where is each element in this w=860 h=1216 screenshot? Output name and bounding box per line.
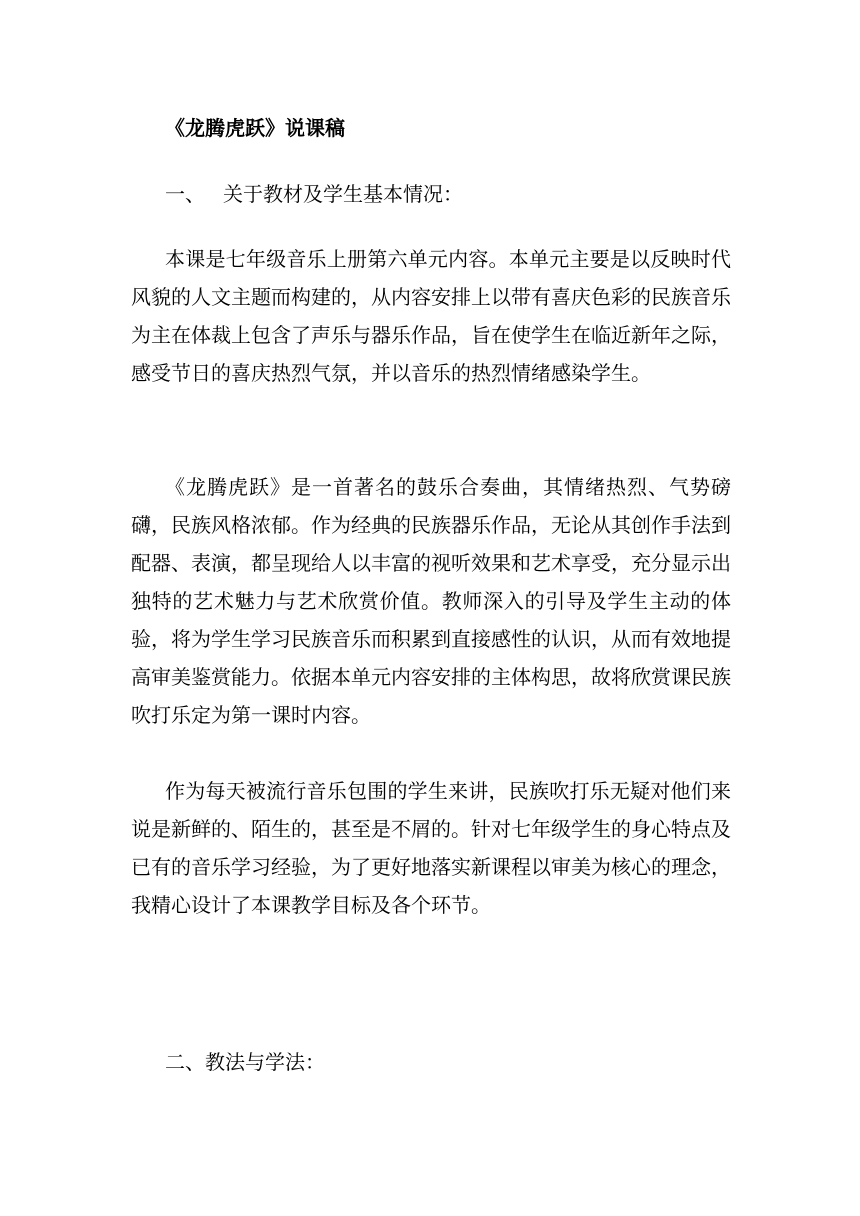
document-title: 《龙腾虎跃》说课稿	[165, 116, 345, 140]
section-1-number: 一、	[165, 182, 205, 206]
section-1-title: 关于教材及学生基本情况：	[223, 182, 463, 206]
section-1-heading	[165, 180, 463, 208]
section-2-heading: 二、教法与学法：	[165, 1050, 325, 1074]
paragraph-2: 《龙腾虎跃》是一首著名的鼓乐合奏曲，其情绪热烈、气势磅礴，民族风格浓郁。作为经典的民族器乐作品，无论从其创作手法到配器、表演，都呈现给人以丰富的视听效果和艺术享受，充分显示出独特的艺术魅力与艺术欣赏价值。教师深入的引导及学生主动的体验，将为学生学习民族音乐而积累到直接感性的认识，从而有效地提高审美鉴赏能力。依据本单元内容安排的主体构思，故将欣赏课民族吹打乐定为第一课时内容。	[131, 475, 731, 727]
paragraph-1: 本课是七年级音乐上册第六单元内容。本单元主要是以反映时代风貌的人文主题而构建的，从内容安排上以带有喜庆色彩的民族音乐为主在体裁上包含了声乐与器乐作品，旨在使学生在临近新年之际，感受节日的喜庆热烈气氛，并以音乐的热烈情绪感染学生。	[131, 247, 731, 385]
paragraph-3: 作为每天被流行音乐包围的学生来讲，民族吹打乐无疑对他们来说是新鲜的、陌生的，甚至是不屑的。针对七年级学生的身心特点及已有的音乐学习经验，为了更好地落实新课程以审美为核心的理念，我精心设计了本课教学目标及各个环节。	[131, 779, 731, 917]
